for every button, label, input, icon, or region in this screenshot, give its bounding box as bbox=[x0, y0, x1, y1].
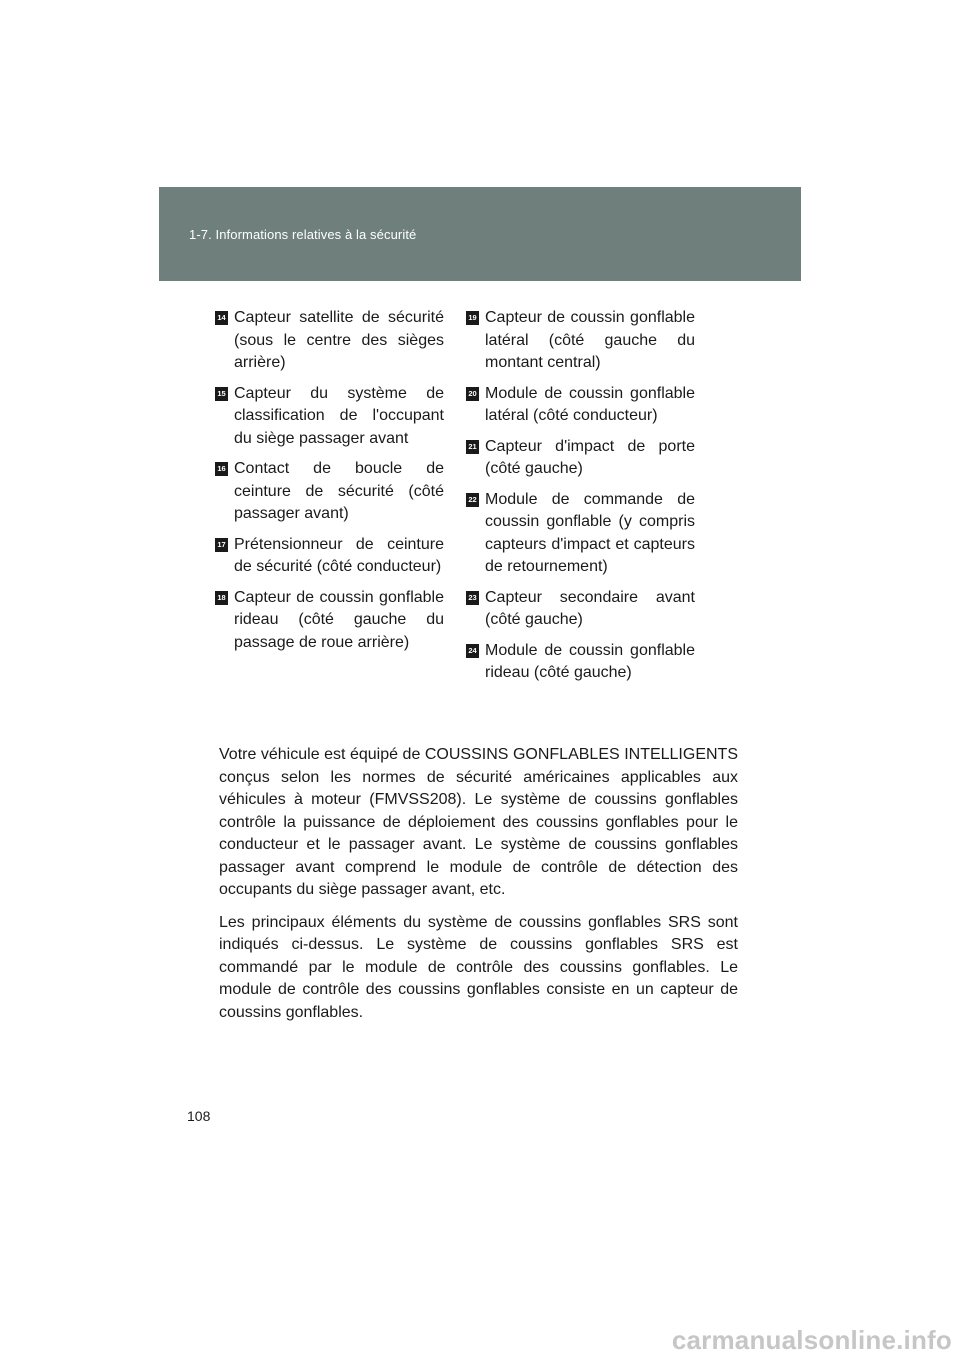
list-item bbox=[466, 436, 695, 481]
item-number-badge: 24 bbox=[466, 644, 479, 658]
item-number-badge: 23 bbox=[466, 591, 479, 605]
list-item-text: Capteur d'impact de porte (côté gauche) bbox=[485, 437, 695, 477]
list-item bbox=[466, 587, 695, 632]
watermark: carmanualsonline.info bbox=[671, 1325, 952, 1355]
list-item bbox=[466, 640, 695, 685]
list-item bbox=[215, 458, 444, 526]
item-number-badge: 14 bbox=[215, 311, 228, 325]
list-item-text: Module de coussin gonflable rideau (côté gauche) bbox=[485, 641, 695, 681]
list-item-text: Prétensionneur de ceinture de sécurité (côté conducteur) bbox=[234, 535, 444, 575]
item-number-badge: 15 bbox=[215, 387, 228, 401]
component-list-left bbox=[215, 307, 444, 662]
item-number-badge: 22 bbox=[466, 493, 479, 507]
list-item-text: Capteur du système de classification de l'occupant du siège passager avant bbox=[234, 384, 444, 447]
body-text bbox=[219, 744, 738, 1034]
paragraph: Votre véhicule est équipé de COUSSINS GONFLABLES INTELLIGENTS conçus selon les normes de sécurité américaines applicables aux véhicules à moteur (FMVSS208). Le système de coussins gonflables contrôle la puissance de déploiement des coussins gonflables pour le conducteur et le passager avant. Le système de coussins gonflables passager avant comprend le module de contrôle de détection des occupants du siège passager avant, etc. bbox=[219, 746, 738, 898]
list-item-text: Capteur secondaire avant (côté gauche) bbox=[485, 588, 695, 628]
section-header-bar bbox=[159, 187, 801, 281]
item-number-badge: 21 bbox=[466, 440, 479, 454]
list-item bbox=[215, 383, 444, 451]
list-item bbox=[215, 534, 444, 579]
page-number: 108 bbox=[187, 1108, 211, 1124]
item-number-badge: 20 bbox=[466, 387, 479, 401]
list-item-text: Contact de boucle de ceinture de sécurité (côté passager avant) bbox=[234, 460, 444, 522]
list-item-text: Capteur de coussin gonflable rideau (côté gauche du passage de roue arrière) bbox=[234, 588, 444, 651]
list-item bbox=[466, 383, 695, 428]
list-item bbox=[215, 307, 444, 375]
item-number-badge: 18 bbox=[215, 591, 228, 605]
list-item-text: Capteur satellite de sécurité (sous le centre des sièges arrière) bbox=[234, 309, 444, 371]
list-item bbox=[215, 587, 444, 655]
list-item bbox=[466, 307, 695, 375]
section-title: 1-7. Informations relatives à la sécurité bbox=[189, 227, 417, 242]
paragraph: Les principaux éléments du système de coussins gonflables SRS sont indiqués ci-dessus. Le système de coussins gonflables SRS est commandé par le module de contrôle des coussins gonflables. Le module de contrôle des coussins gonflables consiste en un capteur de coussins gonflables. bbox=[219, 913, 738, 1021]
item-number-badge: 19 bbox=[466, 311, 479, 325]
list-item-text: Module de coussin gonflable latéral (côté conducteur) bbox=[485, 384, 695, 424]
list-item bbox=[466, 489, 695, 579]
item-number-badge: 17 bbox=[215, 538, 228, 552]
list-item-text: Capteur de coussin gonflable latéral (côté gauche du montant central) bbox=[485, 309, 695, 371]
list-item-text: Module de commande de coussin gonflable (y compris capteurs d'impact et capteurs de retournement) bbox=[485, 490, 695, 575]
item-number-badge: 16 bbox=[215, 462, 228, 476]
component-list-right bbox=[466, 307, 695, 693]
